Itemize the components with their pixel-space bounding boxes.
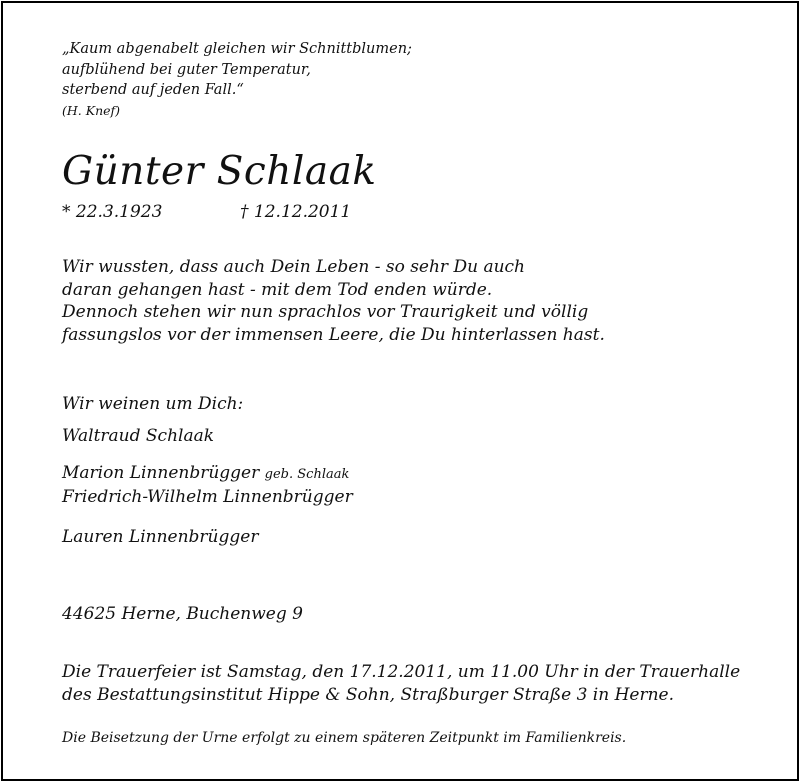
mourner-name: Lauren Linnenbrügger	[62, 527, 259, 547]
tribute-line: fassungslos vor der immensen Leere, die Du hinterlassen hast.	[62, 324, 605, 345]
maiden-name-note: geb. Schlaak	[264, 467, 350, 482]
deceased-name: Günter Schlaak	[62, 149, 377, 194]
quote-line: sterbend auf jeden Fall.“	[62, 82, 244, 98]
mourners-intro: Wir weinen um Dich:	[62, 394, 244, 414]
family-address: 44625 Herne, Buchenweg 9	[62, 604, 303, 624]
quote-line: aufblühend bei guter Temperatur,	[62, 61, 311, 78]
mourner-entry	[62, 462, 349, 486]
birth-date: * 22.3.1923	[62, 202, 163, 222]
quote-line: „Kaum abgenabelt gleichen wir Schnittblumen;	[62, 41, 412, 57]
funeral-service-info	[62, 661, 740, 706]
service-line: des Bestattungsinstitut Hippe & Sohn, Straßburger Straße 3 in Herne.	[62, 684, 675, 705]
quote-author: (H. Knef)	[62, 102, 121, 118]
service-line: Die Trauerfeier ist Samstag, den 17.12.2011, um 11.00 Uhr in der Trauerhalle	[62, 662, 741, 682]
tribute-line: daran gehangen hast - mit dem Tod enden würde.	[62, 279, 493, 300]
mourner-name: Waltraud Schlaak	[62, 426, 215, 446]
tribute-line: Dennoch stehen wir nun sprachlos vor Traurigkeit und völlig	[62, 302, 589, 322]
life-dates	[62, 201, 352, 223]
death-date: † 12.12.2011	[240, 202, 352, 222]
mourner-name: Marion Linnenbrügger	[62, 463, 260, 483]
mourner-name: Friedrich-Wilhelm Linnenbrügger	[62, 487, 353, 507]
epigraph-quote	[62, 39, 412, 121]
burial-note: Die Beisetzung der Urne erfolgt zu einem späteren Zeitpunkt im Familienkreis.	[62, 730, 627, 746]
tribute-text	[62, 256, 605, 346]
tribute-line: Wir wussten, dass auch Dein Leben - so sehr Du auch	[62, 257, 526, 277]
